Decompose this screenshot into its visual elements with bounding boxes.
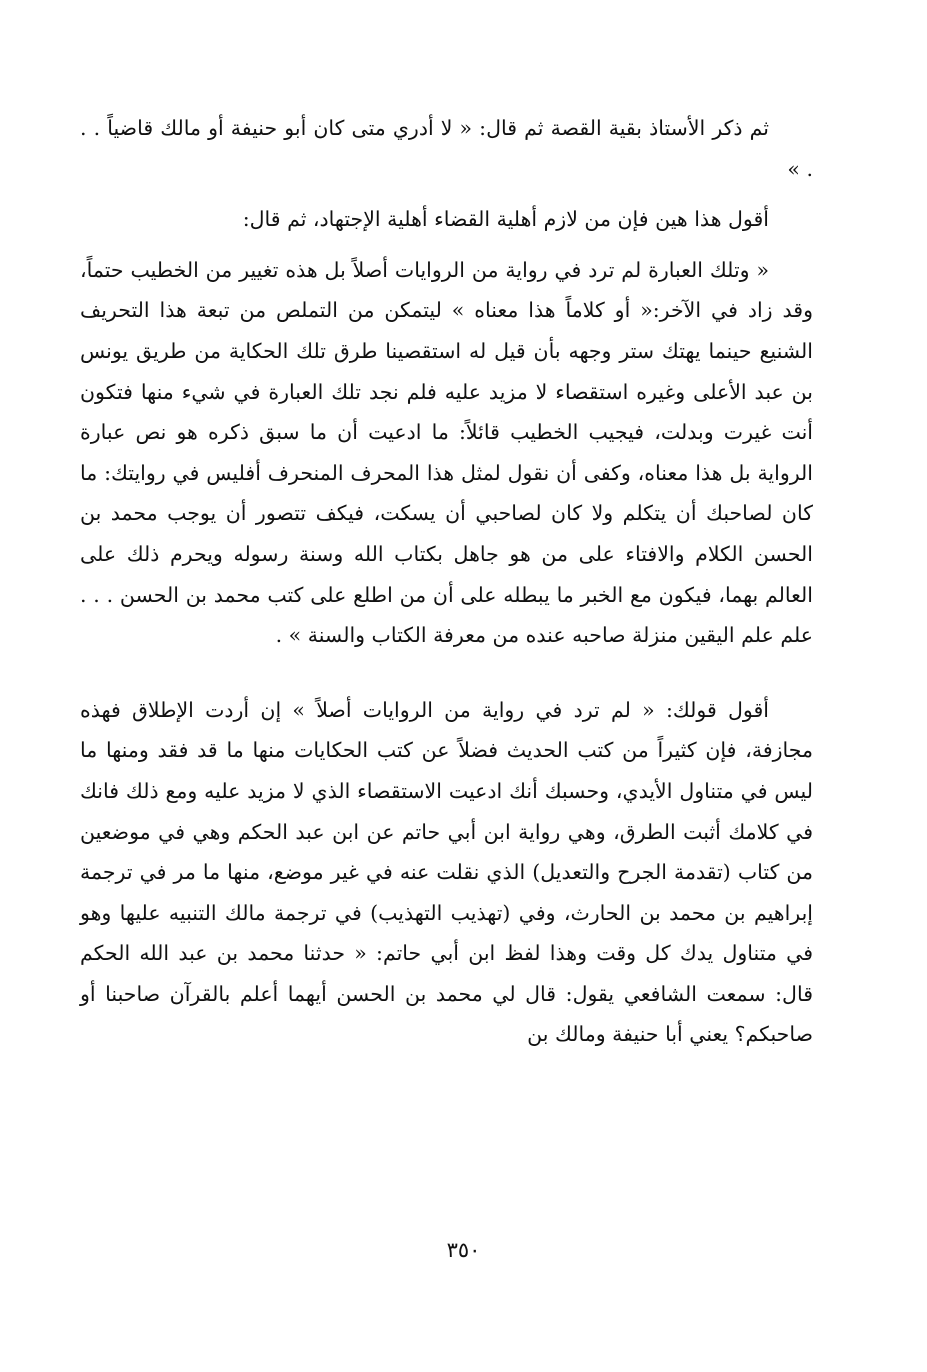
paragraph-response: أقول قولك: « لم ترد في رواية من الروايات أصلاً » إن أردت الإطلاق فهذه مجازفة، فإن كثيراً من كتب الحديث فضلاً عن كتب الحكايات منها ما قد فقد ومنها ما ليس في متناول الأيدي، وحسبك أنك ادعيت الاستقصاء الذي لا مزيد عليه ومع ذلك فانك في كلامك أثبت الطرق، وهي رواية ابن أبي حاتم عن ابن عبد الحكم وهي في موضعين من كتاب (تقدمة الجرح والتعديل) الذي نقلت عنه في غير موضع، منها ما مر في ترجمة إبراهيم بن محمد بن الحارث، وفي (تهذيب التهذيب) في ترجمة مالك التنبيه عليها وهو في متناول يدك كل وقت وهذا لفظ ابن أبي حاتم: « حدثنا محمد بن عبد الله الحكم قال: سمعت الشافعي يقول: قال لي محمد بن الحسن أيهما أعلم بالقرآن صاحبنا أو صاحبكم؟ يعني أبا حنيفة ومالك بن xyxy=(80,697,813,1047)
paragraph-gap xyxy=(80,240,813,250)
page-number: ٣٥٠ xyxy=(446,1238,481,1262)
paragraph-gap xyxy=(80,656,813,690)
paragraph-story-end: ثم ذكر الأستاذ بقية القصة ثم قال: « لا أدري متى كان أبو حنيفة أو مالك قاضياً . . . » xyxy=(80,116,813,181)
paragraph-reply-judgeship: أقول هذا هين فإن من لازم أهلية القضاء أهلية الإجتهاد، ثم قال: xyxy=(242,207,769,232)
page-body xyxy=(80,108,813,1055)
paragraph-gap xyxy=(80,189,813,199)
paragraph-quoted-objection: « وتلك العبارة لم ترد في رواية من الروايات أصلاً بل هذه تغيير من الخطيب حتماً، وقد زاد في الآخر:« أو كلاماً هذا معناه » ليتمكن من التملص من تبعة هذا التحريف الشنيع حينما يهتك ستر وجهه بأن قيل له استقصينا طرق تلك الحكاية من طريق يونس بن عبد الأعلى وغيره استقصاء لا مزيد عليه فلم نجد تلك العبارة في شيء منها فتكون أنت غيرت وبدلت، فيجيب الخطيب قائلاً: ما ادعيت أن ما سبق ذكره هو نص عبارة الرواية بل هذا معناه، وكفى أن نقول لمثل هذا المحرف المنحرف أفليس في روايتك: ما كان لصاحبك أن يتكلم ولا كان لصاحبي أن يسكت، فيكف تتصور أن يوجب محمد بن الحسن الكلام والافتاء على من هو جاهل بكتاب الله وسنة رسوله ويحرم ذلك على العالم بهما، فيكون مع الخبر ما يبطله على أن من اطلع على كتب محمد بن الحسن . . . علم علم اليقين منزلة صاحبه عنده من معرفة الكتاب والسنة » . xyxy=(80,257,813,648)
